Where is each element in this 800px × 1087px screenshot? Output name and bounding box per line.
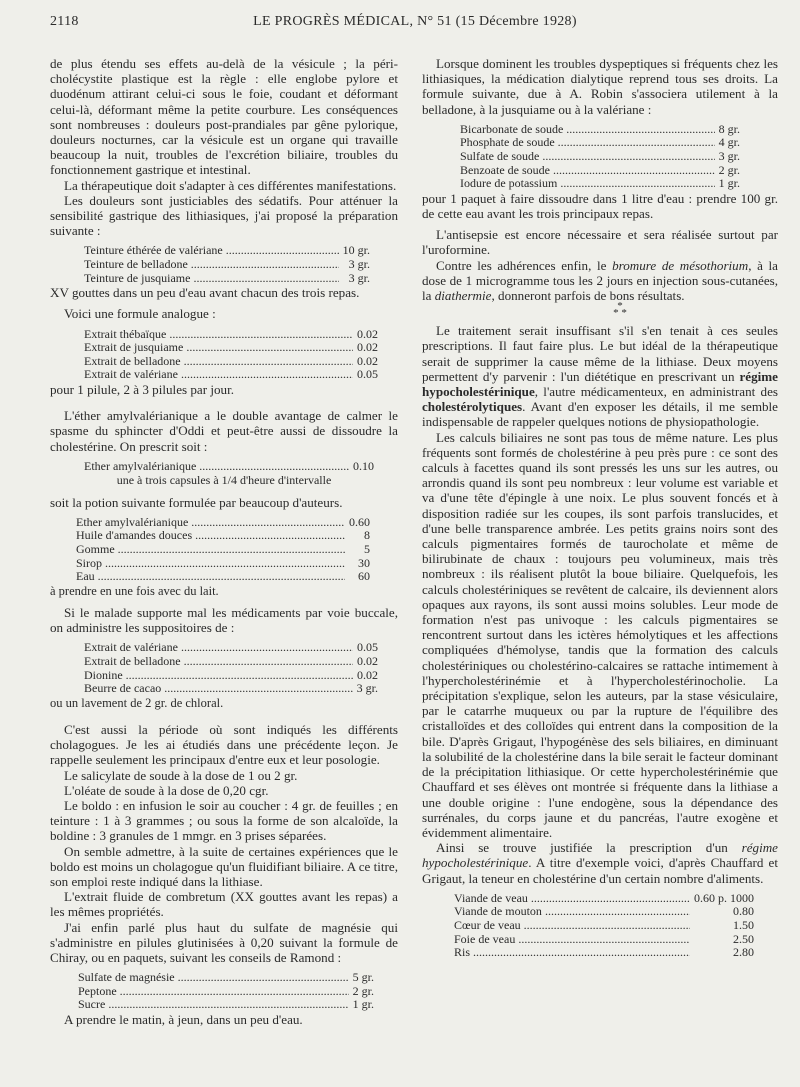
prescription-row [84,272,370,286]
section-separator: * * * [613,300,627,320]
prescription-row [84,258,370,272]
ingredient-quantity: 1 gr. [718,176,740,191]
prescription-row [454,919,754,933]
paragraph: Le salicylate de soude à la dose de 1 ou 2 gr. [64,767,298,783]
ingredient-quantity: 3 gr. [348,270,370,285]
ingredient-name: Teinture de jusquiame ..... [84,272,339,286]
ingredient-name: Teinture éthérée de valériane ..... [84,244,339,258]
paragraph: Si le malade supporte mal les médicaments par voie buccale, on administre les suppositoires de : [50,604,398,636]
prescription-row [78,998,374,1012]
ingredient-quantity: 0.60 [349,514,370,529]
ingredient-name: Extrait de jusquiame ..... [84,341,353,355]
ingredient-quantity: 60 [358,569,370,584]
ingredient-name: Ether amylvalérianique ..... [84,460,349,474]
paragraph: pour 1 paquet à faire dissoudre dans 1 litre d'eau : prendre 100 gr. de cette eau avant les trois principaux repas. [422,190,778,221]
prescription-row [76,529,370,543]
ingredient-quantity: 30 [358,555,370,570]
ingredient-name: Benzoate de soude ..... [460,164,715,178]
right-column [422,56,778,960]
prescription-row [84,341,378,355]
prescription-row [84,244,370,258]
paragraph: Les calculs biliaires ne sont pas tous de même nature. Les plus fréquents sont formés de cholestérine à peu près pure : ce sont des calculs à facettes quand ils sont pressés les uns sur les autres, ou arrondis quand ils sont peu nombreux : leur volume est variable et va d'une tête d'épingle à une noix. Le plus souvent foncés et à disposition radiée sur les coupes, ils sont parfois translucides, et d'une belle transparence ambrée. Les petits grains noirs sont des calculs pigmentaires formés de taurocholate et même de bilirubinate de chaux : toujours peu volumineux, mais très nombreux : ils réalisent plutôt la boue biliaire. Quelquefois, les calculs cholestériniques se revêtent de calcaire, ils deviennent alors opaques aux rayons, ils sont aussi moins solubles. Leur mode de formation n'est pas univoque : les calculs pigmentaires se rencontrent surtout dans les ictères hémolytiques et les affections compliquées d'hémolyse, tandis que la formation des calculs cholestériniques ou cholestérino-calcaires se rattache intimement à l'hypercholestérinémie et à l'hypercholestérinocholie. La précipitation s'explique, selon les auteurs, par la stase vésiculaire, par le catarrhe muqueux ou par la rupture de l'équilibre des cristalloïdes et des colloïdes qui entrent dans la composition de la bile. D'après Grigaut, l'hypogénèse des sels biliaires, en diminuant la solubilité de la cholestérine dans la bile serait le facteur dominant de la précipitation lithiasique. Or cette hypercholestérinémie que Chauffard et ses élèves ont montrée si fréquente dans la lithiase a une double origine : l'une endogène, sous la dépendance des surrénales, du corps jaune et du pancréas, l'autre exogène et évidemment alimentaire. [422,429,778,840]
ingredient-quantity: 0.02 [357,353,378,368]
ingredient-quantity: 0.02 [357,653,378,668]
prescription-table [84,641,378,695]
paragraph: L'antisepsie est encore nécessaire et sera réalisée surtout par l'uroformine. [422,227,778,258]
ingredient-quantity: 2.50 [733,931,754,946]
prescription-row [84,669,378,683]
prescription-note: ou un lavement de 2 gr. de chloral. [50,695,224,710]
prescription-row [460,177,740,191]
ingredient-name: Sucre ..... [78,998,349,1012]
prescription-row [76,557,370,571]
paragraph: J'ai enfin parlé plus haut du sulfate de magnésie qui s'administre en pilules glutinisées à 0,20 suivant la formule de Chiray, ou en paquets, suivant les conseils de Ramond : [50,919,398,966]
ingredient-name: Ether amylvalérianique ..... [76,516,345,530]
paragraph: On semble admettre, à la suite de certaines expériences que le boldo est moins un cholagogue qu'un fluidifiant biliaire. A ce titre, son emploi reste indiqué dans la lithiase. [50,843,398,889]
ingredient-name: Sirop ..... [76,557,345,571]
ingredient-quantity: 0.02 [357,340,378,355]
ingredient-name: Cœur de veau ..... [454,919,690,933]
prescription-row [84,682,378,696]
paragraph: pour 1 pilule, 2 à 3 pilules par jour. [50,382,235,397]
prescription-row [78,971,374,985]
prescription-row [454,892,754,906]
prescription-row [84,328,378,342]
ingredient-quantity: 10 gr. [342,243,370,258]
paragraph: L'extrait fluide de combretum (XX gouttes avant les repas) a les mêmes propriétés. [50,889,398,920]
ingredient-quantity: 2.80 [733,945,754,960]
ingredient-quantity: 3 gr. [348,257,370,272]
prescription-row [454,905,754,919]
ingredient-quantity: 0.60 p. 1000 [694,890,754,905]
ingredient-quantity: 2 gr. [718,162,740,177]
prescription-table [84,244,370,285]
paragraph: L'oléate de soude à la dose de 0,20 cgr. [64,782,269,798]
ingredient-name: Extrait de belladone ..... [84,355,353,369]
ingredient-name: Sulfate de soude ..... [460,150,715,164]
ingredient-name: Huile d'amandes douces ..... [76,529,345,543]
paragraph: Ainsi se trouve justifiée la prescription d'un régime hypocholestérinique. A titre d'exemple voici, d'après Chauffard et Grigaut, la teneur en cholestérine d'un certain nombre d'aliments. [422,840,778,886]
ingredient-name: Viande de veau ..... [454,892,690,906]
ingredient-quantity: 1.50 [733,917,754,932]
food-cholesterol-table [454,892,754,960]
ingredient-name: Phosphate de soude ..... [460,136,715,150]
ingredient-quantity: 0.80 [733,904,754,919]
ingredient-name: Iodure de potassium ..... [460,177,715,191]
ingredient-name: Ris ..... [454,946,690,960]
prescription-table [78,971,374,1012]
ingredient-name: Beurre de cacao ..... [84,682,353,696]
paragraph: Contre les adhérences enfin, le bromure de mésothorium, à la dose de 1 microgramme tous les 2 jours en injection sous-cutanées, la diathermie, donneront parfois de bons résultats. [422,257,778,303]
paragraph: Le traitement serait insuffisant s'il s'en tenait à ces seules prescriptions. Il faut faire plus. Le but idéal de la thérapeutique serait de supprimer la cause même de la lithiase. Deux moyens permettent d'y parvenir : l'un diététique en prescrivant un régime hypocholestérinique, l'autre médicamenteux, en administrant des cholestérolytiques. Avant d'en exposer les détails, il me semble indispensable de rappeler quelques notions de physiopathologie. [422,323,778,430]
ingredient-quantity: 0.05 [357,367,378,382]
ingredient-name: Extrait de belladone ..... [84,655,353,669]
ingredient-name: Extrait thébaïque ..... [84,328,353,342]
prescription-row [76,516,370,530]
prescription-row [76,570,370,584]
paragraph: de plus étendu ses effets au-delà de la vésicule ; la péri-cholécystite plastique est la règle : elle englobe pylore et duodénum attirant celui-ci sous le foie, coudant et déformant celui-là, déformant même la petite courbure. Les conséquences sont nombreuses : douleurs post-prandiales par gêne pylorique, douleurs nocturnes, car la vésicule est un organe qui travaille beaucoup la nuit, troubles de l'excrétion biliaire, troubles du fonctionnement gastrique et intestinal. [50,56,398,178]
prescription-table [84,460,374,474]
prescription-row [76,543,370,557]
prescription-row [454,933,754,947]
prescription-table [84,328,378,382]
ingredient-quantity: 2 gr. [352,983,374,998]
page-number: 2118 [50,14,79,29]
prescription-row [84,355,378,369]
paragraph: La thérapeutique doit s'adapter à ces différentes manifestations. [64,177,397,193]
ingredient-name: Bicarbonate de soude ..... [460,123,715,137]
ingredient-quantity: 0.02 [357,667,378,682]
prescription-row [460,164,740,178]
ingredient-name: Teinture de belladone ..... [84,258,339,272]
ingredient-quantity: 4 gr. [718,135,740,150]
prescription-table [76,516,370,584]
ingredient-quantity: 0.02 [357,326,378,341]
ingredient-name: Eau ..... [76,570,345,584]
left-column [50,56,398,1027]
paragraph: Voici une formule analogue : [64,306,216,322]
ingredient-quantity: 8 [364,528,370,543]
prescription-note: à prendre en une fois avec du lait. [50,583,219,598]
prescription-row [84,655,378,669]
prescription-note: une à trois capsules à 1/4 d'heure d'intervalle [116,473,332,488]
ingredient-name: Peptone ..... [78,985,349,999]
prescription-row [78,985,374,999]
paragraph: Lorsque dominent les troubles dyspeptiques si fréquents chez les lithiasiques, la médication dialytique reprend tous ses droits. La formule suivante, due à A. Robin s'associera utilement à la belladone, à la jusquiame ou à la valériane : [422,56,778,117]
paragraph: L'éther amylvalérianique a le double avantage de calmer le spasme du sphincter d'Oddi et peut-être aussi de dissoudre la cholestérine. On prescrit soit : [50,408,398,454]
ingredient-name: Dionine ..... [84,669,353,683]
ingredient-quantity: 5 gr. [352,970,374,985]
ingredient-name: Gomme ..... [76,543,345,557]
ingredient-quantity: 0.05 [357,640,378,655]
prescription-row [460,123,740,137]
paragraph: A prendre le matin, à jeun, dans un peu d'eau. [64,1012,303,1027]
ingredient-name: Extrait de valériane ..... [84,641,353,655]
ingredient-name: Viande de mouton ..... [454,905,690,919]
ingredient-quantity: 0.10 [353,458,374,473]
running-header [50,14,780,36]
ingredient-quantity: 5 [364,542,370,556]
prescription-table [460,123,740,191]
paragraph: C'est aussi la période où sont indiqués les différents cholagogues. Je les ai étudiés dans une précédente leçon. Je rappelle seulement les principaux d'entre eux et leur posologie. [50,721,398,768]
ingredient-name: Foie de veau ..... [454,933,690,947]
prescription-row [84,368,378,382]
ingredient-name: Extrait de valériane ..... [84,368,353,382]
prescription-row [460,136,740,150]
paragraph: Les douleurs sont justiciables des sédatifs. Pour atténuer la sensibilité gastrique des lithiasiques, j'ai proposé la préparation suivante : [50,192,398,239]
ingredient-name: Sulfate de magnésie ..... [78,971,349,985]
ingredient-quantity: 3 gr. [718,149,740,163]
ingredient-quantity: 3 gr. [356,681,378,696]
prescription-row [84,460,374,474]
prescription-row [454,946,754,960]
ingredient-quantity: 1 gr. [352,997,374,1012]
journal-title: LE PROGRÈS MÉDICAL, N° 51 (15 Décembre 1928) [253,14,577,29]
paragraph: Le boldo : en infusion le soir au coucher : 4 gr. de feuilles ; en teinture : 1 à 3 grammes ; ou sous la forme de son alcaloïde, la boldine : 3 granules de 1 mmgr. en 3 prises séparées. [50,797,398,844]
prescription-row [460,150,740,164]
paragraph: XV gouttes dans un peu d'eau avant chacun des trois repas. [50,285,360,301]
ingredient-quantity: 8 gr. [718,121,740,136]
paragraph: soit la potion suivante formulée par beaucoup d'auteurs. [50,494,343,510]
prescription-row [84,641,378,655]
